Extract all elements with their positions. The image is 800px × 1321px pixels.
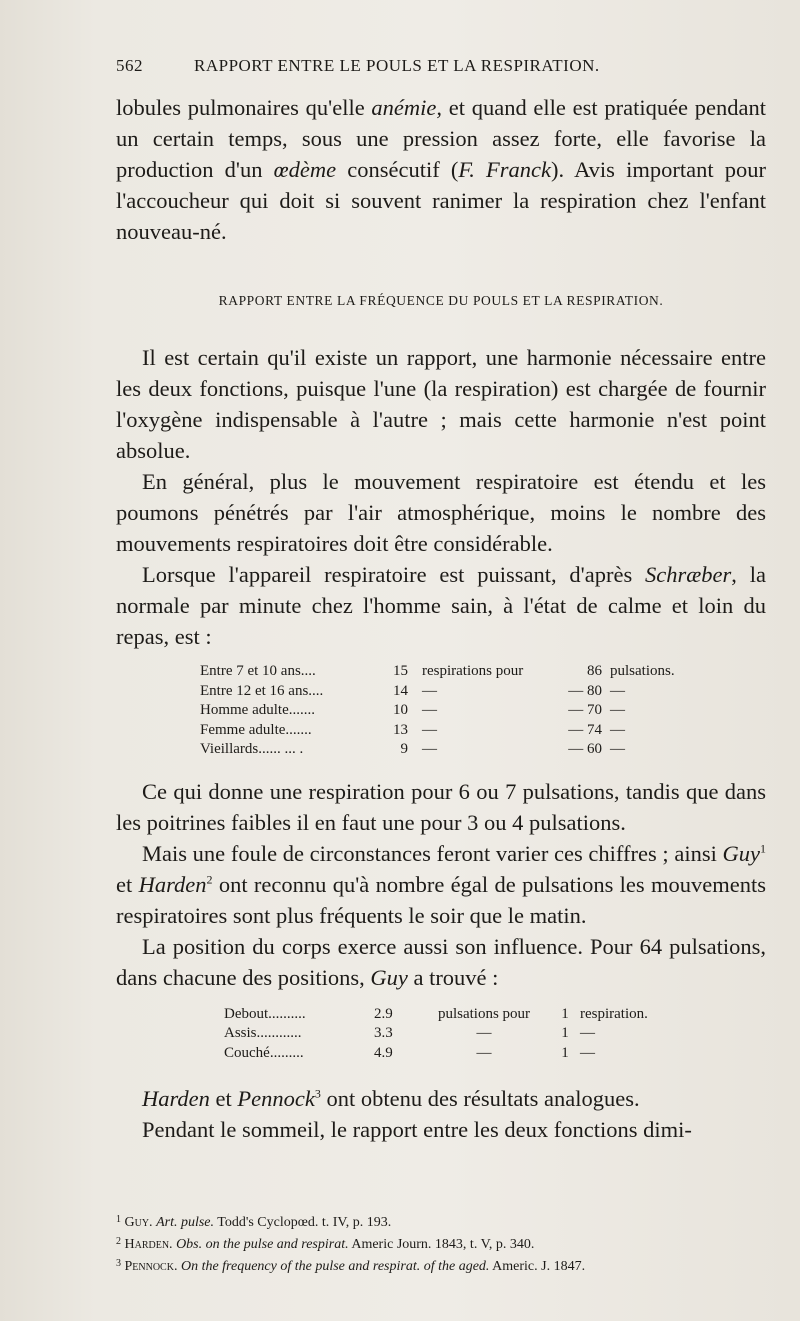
italic-run: œdème	[273, 157, 337, 182]
pulse-ratio-value: 2.9	[374, 1005, 393, 1022]
paragraph-harmony: Il est certain qu'il existe un rapport, une harmonie nécessaire entre les deux fonctions, puisque l'une (la respiration) est chargée de fournir l'oxygène indispensable à l'autre ; mais cette harmonie n'est point absolue.	[116, 345, 766, 463]
text-run: Lorsque l'appareil respiratoire est puissant, d'après	[142, 562, 646, 587]
footnotes	[116, 1210, 766, 1276]
respiration-value: 9	[400, 741, 408, 757]
text-run: Mais une foule de circonstances feront varier ces chiffres ; ainsi	[142, 840, 723, 866]
table-row	[200, 662, 690, 682]
ditto-mark: —	[422, 741, 437, 757]
footnote-3	[116, 1254, 766, 1276]
page-number: 562	[116, 56, 143, 75]
unit-text: respirations pour	[422, 663, 524, 679]
row-label: Entre 12 et 16 ans....	[200, 682, 324, 699]
paragraph-position	[116, 931, 766, 993]
ditto-mark: —	[610, 682, 625, 699]
row-label: Debout..........	[224, 1005, 306, 1022]
pulse-value: 86	[587, 663, 602, 679]
italic-citation: F. Franck	[458, 157, 552, 182]
running-title: RAPPORT ENTRE LE POULS ET LA RESPIRATION.	[194, 56, 600, 75]
row-label: Assis............	[224, 1025, 302, 1041]
italic-author: Pennock	[237, 1086, 315, 1111]
pulse-ratio-value: 4.9	[374, 1044, 393, 1061]
body-text	[116, 92, 766, 1145]
paragraph-ratio: Ce qui donne une respiration pour 6 ou 7 pulsations, tandis que dans les poitrines faibles il en faut une pour 3 ou 4 pulsations.	[116, 778, 766, 835]
footnote-ref: 3	[314, 1086, 321, 1101]
footnote-title: On the frequency of the pulse and respirat. of the aged.	[180, 1259, 490, 1274]
paragraph-sleep: Pendant le sommeil, le rapport entre les deux fonctions dimi-	[142, 1117, 692, 1142]
text-run: a trouvé :	[407, 964, 499, 990]
italic-author: Harden	[138, 871, 207, 897]
footnote-source: Americ. J. 1847.	[489, 1259, 586, 1274]
pulse-ratio-value: 3.3	[374, 1025, 393, 1041]
text-run: ont reconnu qu'à nombre égal de pulsations les mouvements respiratoires sont plus fréquents le soir que le matin.	[116, 871, 766, 928]
italic-author: Schræber	[645, 562, 732, 587]
table-row	[200, 740, 690, 760]
italic-author: Harden	[142, 1086, 210, 1111]
section-heading: RAPPORT ENTRE LA FRÉQUENCE DU POULS ET LA RESPIRATION.	[218, 293, 664, 308]
italic-author: Guy	[370, 964, 408, 990]
ditto-mark: —	[422, 721, 437, 738]
row-label: Homme adulte.......	[200, 702, 315, 718]
row-label: Couché.........	[224, 1044, 304, 1061]
italic-run: anémie,	[371, 95, 443, 120]
ditto-mark: —	[610, 721, 625, 738]
ditto-mark: —	[610, 741, 625, 757]
text-run: consécutif (	[336, 157, 459, 182]
footnote-author: Pennock.	[124, 1259, 178, 1274]
footnote-mark: 2	[116, 1236, 121, 1247]
footnote-ref: 1	[760, 841, 766, 855]
footnote-1	[116, 1210, 766, 1232]
ditto-mark: —	[422, 702, 437, 718]
footnote-title: Obs. on the pulse and respirat.	[176, 1237, 349, 1252]
unit-text: pulsations pour	[437, 1005, 531, 1022]
text-run: ont obtenu des résultats analogues.	[320, 1086, 640, 1111]
table-row	[200, 682, 690, 702]
pulse-value: — 70	[568, 702, 602, 718]
footnote-source: Todd's Cyclopœd. t. IV, p. 193.	[214, 1215, 392, 1230]
table-row	[200, 721, 690, 741]
pulse-value: — 74	[568, 721, 602, 738]
respiration-count: 1	[561, 1044, 569, 1061]
footnote-title: Art. pulse.	[156, 1215, 215, 1230]
text-run: ). Avis important pour l'accoucheur qui doit si souvent ranimer la respiration chez l'enfant nouveau-né.	[116, 157, 766, 244]
row-label: Vieillards...... ... .	[200, 741, 304, 757]
position-table	[224, 1005, 700, 1064]
footnote-2	[116, 1232, 766, 1254]
text-run: et	[116, 871, 139, 897]
unit-text: respiration.	[580, 1005, 648, 1022]
table-row	[224, 1024, 700, 1044]
footnote-author: Harden.	[124, 1237, 173, 1252]
text-run: , la normale par minute chez l'homme sain, à l'état de calme et loin du repas, est :	[116, 562, 766, 649]
footnote-ref: 2	[206, 872, 213, 886]
respiration-count: 1	[561, 1025, 569, 1041]
ditto-mark: —	[580, 1025, 595, 1041]
respiration-value: 14	[393, 682, 408, 699]
respiration-table	[200, 662, 690, 760]
row-label: Femme adulte.......	[200, 721, 312, 738]
ditto-mark: —	[476, 1044, 492, 1061]
respiration-value: 13	[393, 721, 408, 738]
respiration-value: 15	[393, 663, 408, 679]
pulse-value: — 60	[568, 741, 602, 757]
footnote-mark: 3	[116, 1258, 121, 1269]
ditto-mark: —	[476, 1025, 492, 1041]
respiration-value: 10	[393, 702, 408, 718]
paragraph-normal-rate	[116, 559, 766, 652]
ditto-mark: —	[580, 1044, 595, 1061]
text-run: lobules pulmonaires qu'elle	[116, 95, 372, 120]
paragraph-circumstances	[116, 838, 766, 931]
text-run: et	[209, 1086, 238, 1111]
row-label: Entre 7 et 10 ans....	[200, 663, 316, 679]
paragraph-continuation	[116, 92, 766, 247]
table-row	[224, 1005, 700, 1025]
ditto-mark: —	[610, 702, 625, 718]
table-row	[224, 1044, 700, 1064]
table-row	[200, 701, 690, 721]
italic-author: Guy	[722, 840, 760, 866]
text-run: et quand elle est pratiquée pendant un certain temps, sous une pression assez forte, elle favorise la production d'un	[116, 95, 766, 182]
respiration-count: 1	[561, 1005, 569, 1022]
footnote-author: Guy.	[124, 1215, 153, 1230]
unit-text: pulsations.	[610, 663, 675, 679]
ditto-mark: —	[422, 682, 437, 699]
page-header	[116, 56, 700, 76]
paragraph-analogous	[116, 1083, 766, 1114]
pulse-value: — 80	[568, 682, 602, 699]
text-run: La position du corps exerce aussi son influence. Pour 64 pulsations, dans chacune des positions,	[116, 933, 766, 990]
footnote-mark: 1	[116, 1214, 121, 1225]
paragraph-general: En général, plus le mouvement respiratoire est étendu et les poumons pénétrés par l'air atmosphérique, moins le nombre des mouvements respiratoires doit être considérable.	[116, 469, 766, 556]
footnote-source: Americ Journ. 1843, t. V, p. 340.	[348, 1237, 535, 1252]
